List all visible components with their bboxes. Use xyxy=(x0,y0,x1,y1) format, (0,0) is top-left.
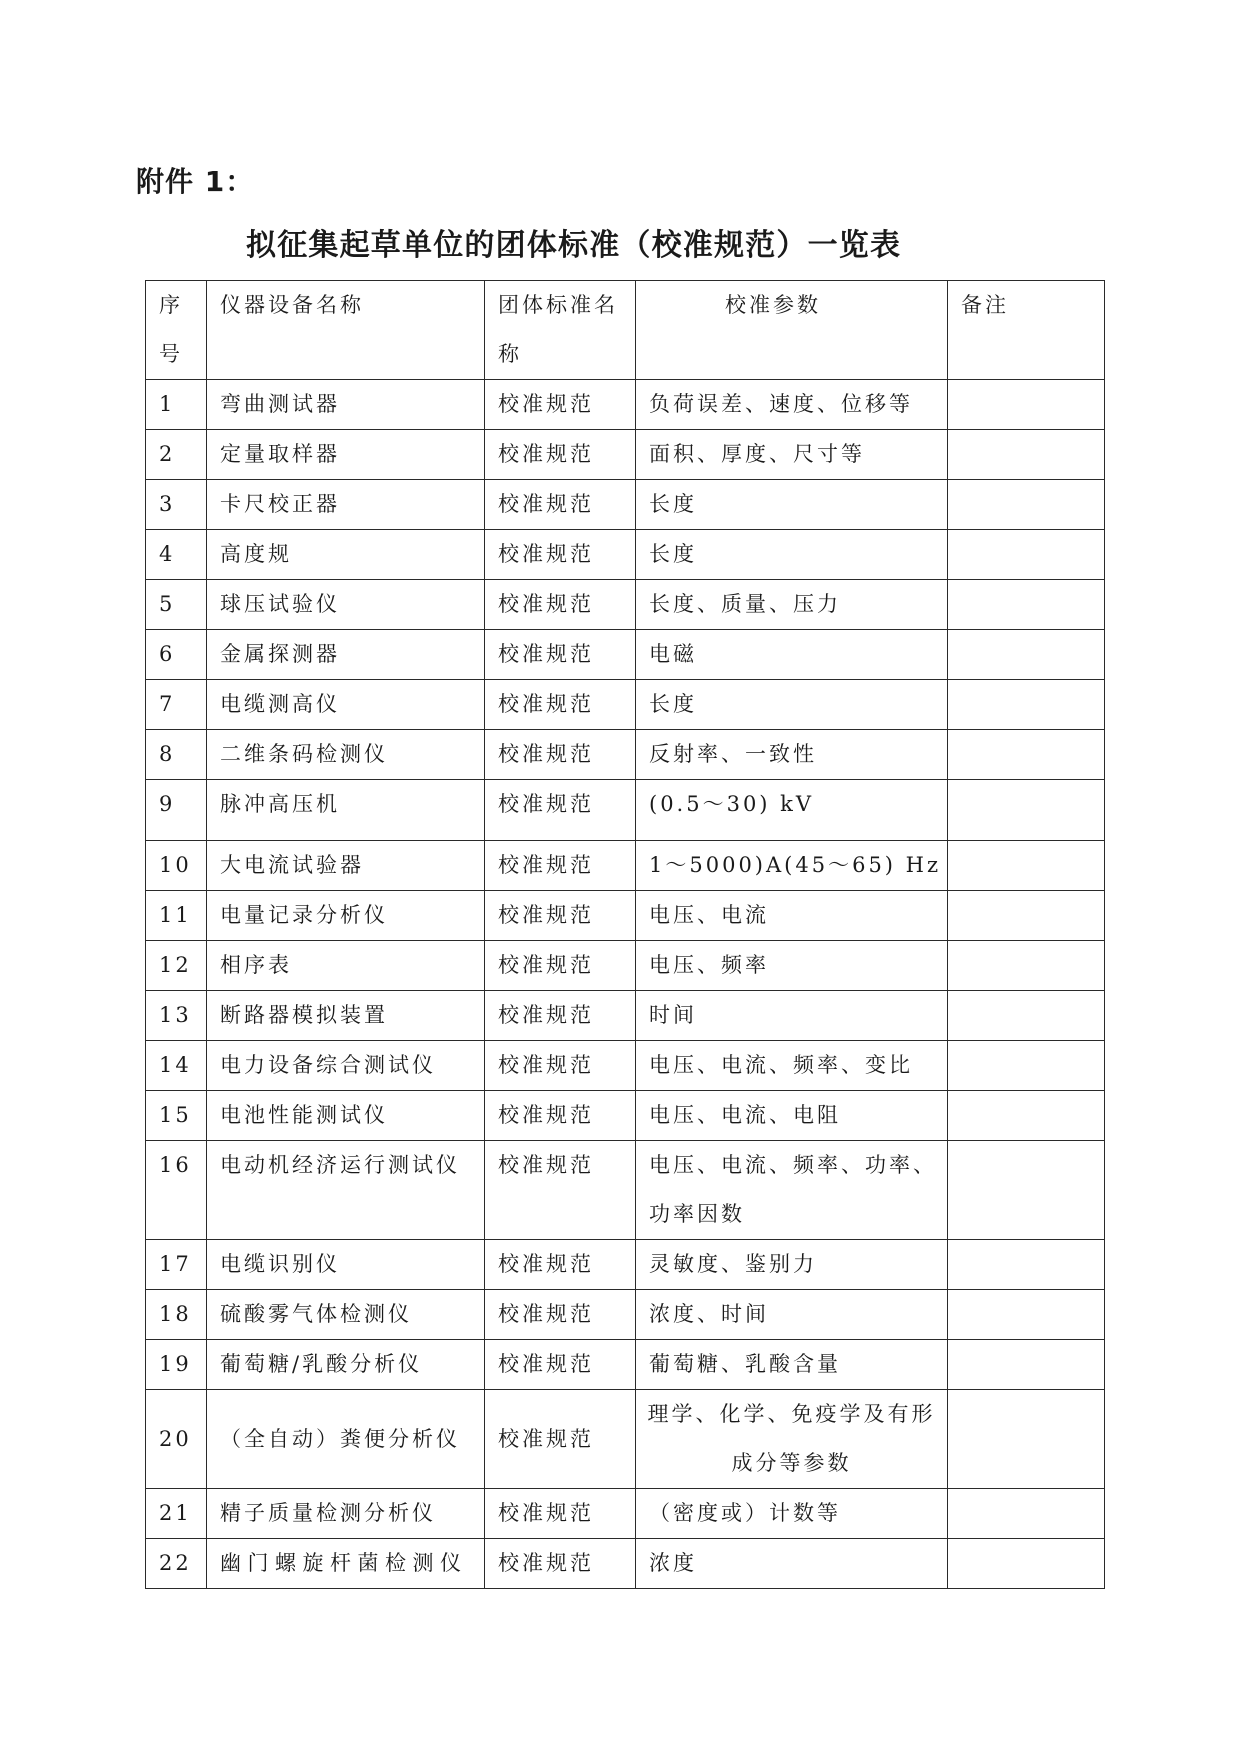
table-row xyxy=(146,1091,1105,1141)
cell-name: 弯曲测试器 xyxy=(207,380,485,430)
table-row xyxy=(146,1340,1105,1390)
cell-no: 17 xyxy=(146,1240,207,1290)
cell-name: 球压试验仪 xyxy=(207,580,485,630)
cell-name: 电量记录分析仪 xyxy=(207,891,485,941)
cell-remarks xyxy=(948,780,1105,841)
cell-standard: 校准规范 xyxy=(485,580,636,630)
cell-standard: 校准规范 xyxy=(485,1091,636,1141)
cell-remarks xyxy=(948,380,1105,430)
header-no xyxy=(146,281,207,380)
table-header-row xyxy=(146,281,1105,380)
cell-name: 相序表 xyxy=(207,941,485,991)
header-name: 仪器设备名称 xyxy=(207,281,485,380)
table-row xyxy=(146,630,1105,680)
cell-no: 1 xyxy=(146,380,207,430)
cell-no: 9 xyxy=(146,780,207,841)
cell-no: 11 xyxy=(146,891,207,941)
cell-params: 电压、频率 xyxy=(636,941,948,991)
cell-standard: 校准规范 xyxy=(485,841,636,891)
cell-standard: 校准规范 xyxy=(485,730,636,780)
cell-remarks xyxy=(948,730,1105,780)
cell-no: 10 xyxy=(146,841,207,891)
document-title: 拟征集起草单位的团体标准（校准规范）一览表 xyxy=(246,228,902,263)
cell-params-line: 功率因数 xyxy=(649,1202,745,1226)
cell-remarks xyxy=(948,680,1105,730)
header-standard-line: 团体标准名 xyxy=(498,293,618,317)
cell-standard: 校准规范 xyxy=(485,1390,636,1489)
cell-standard: 校准规范 xyxy=(485,480,636,530)
cell-params: 反射率、一致性 xyxy=(636,730,948,780)
cell-standard: 校准规范 xyxy=(485,1240,636,1290)
cell-params: 电压、电流、频率、变比 xyxy=(636,1041,948,1091)
table-body xyxy=(146,380,1105,1589)
cell-params: 灵敏度、鉴别力 xyxy=(636,1240,948,1290)
cell-name: 电缆识别仪 xyxy=(207,1240,485,1290)
cell-standard: 校准规范 xyxy=(485,1489,636,1539)
table-row xyxy=(146,730,1105,780)
cell-remarks xyxy=(948,1489,1105,1539)
cell-name: （全自动）粪便分析仪 xyxy=(207,1390,485,1489)
table-row xyxy=(146,891,1105,941)
cell-remarks xyxy=(948,630,1105,680)
cell-standard: 校准规范 xyxy=(485,941,636,991)
cell-no: 12 xyxy=(146,941,207,991)
cell-name: 电池性能测试仪 xyxy=(207,1091,485,1141)
cell-standard: 校准规范 xyxy=(485,1141,636,1240)
cell-remarks xyxy=(948,1290,1105,1340)
cell-no: 21 xyxy=(146,1489,207,1539)
table-row xyxy=(146,1240,1105,1290)
cell-remarks xyxy=(948,1091,1105,1141)
header-no-line: 号 xyxy=(159,342,183,366)
table-row xyxy=(146,1539,1105,1589)
cell-params xyxy=(636,1141,948,1240)
cell-name: 断路器模拟装置 xyxy=(207,991,485,1041)
cell-remarks xyxy=(948,1539,1105,1589)
table-row xyxy=(146,680,1105,730)
table-row xyxy=(146,991,1105,1041)
table-row xyxy=(146,1290,1105,1340)
cell-name: 电力设备综合测试仪 xyxy=(207,1041,485,1091)
cell-params: 时间 xyxy=(636,991,948,1041)
cell-name: 二维条码检测仪 xyxy=(207,730,485,780)
cell-standard: 校准规范 xyxy=(485,780,636,841)
table-row xyxy=(146,580,1105,630)
cell-no: 19 xyxy=(146,1340,207,1390)
cell-remarks xyxy=(948,891,1105,941)
cell-params: （密度或）计数等 xyxy=(636,1489,948,1539)
cell-name: 幽门螺旋杆菌检测仪 xyxy=(207,1539,485,1589)
cell-params-line: 电压、电流、频率、功率、 xyxy=(649,1153,937,1177)
cell-no: 7 xyxy=(146,680,207,730)
cell-no: 6 xyxy=(146,630,207,680)
cell-params: 电磁 xyxy=(636,630,948,680)
cell-remarks xyxy=(948,941,1105,991)
cell-remarks xyxy=(948,991,1105,1041)
cell-name: 大电流试验器 xyxy=(207,841,485,891)
cell-name: 脉冲高压机 xyxy=(207,780,485,841)
table-row xyxy=(146,780,1105,841)
cell-remarks xyxy=(948,1041,1105,1091)
cell-params: 长度 xyxy=(636,680,948,730)
cell-remarks xyxy=(948,1240,1105,1290)
cell-no: 5 xyxy=(146,580,207,630)
cell-standard: 校准规范 xyxy=(485,430,636,480)
cell-standard: 校准规范 xyxy=(485,380,636,430)
cell-no: 3 xyxy=(146,480,207,530)
cell-name: 硫酸雾气体检测仪 xyxy=(207,1290,485,1340)
cell-remarks xyxy=(948,1390,1105,1489)
cell-name: 电缆测高仪 xyxy=(207,680,485,730)
table-row xyxy=(146,1390,1105,1489)
cell-params: 电压、电流、电阻 xyxy=(636,1091,948,1141)
cell-params: (0.5～30) kV xyxy=(636,780,948,841)
header-remarks: 备注 xyxy=(948,281,1105,380)
table-row xyxy=(146,380,1105,430)
cell-remarks xyxy=(948,480,1105,530)
header-no-line: 序 xyxy=(159,293,183,317)
cell-no: 2 xyxy=(146,430,207,480)
cell-params: 负荷误差、速度、位移等 xyxy=(636,380,948,430)
cell-remarks xyxy=(948,1340,1105,1390)
cell-no: 18 xyxy=(146,1290,207,1340)
table-row xyxy=(146,1141,1105,1240)
table-head xyxy=(146,281,1105,380)
cell-params: 长度 xyxy=(636,480,948,530)
standards-table xyxy=(145,280,1105,1589)
cell-name: 精子质量检测分析仪 xyxy=(207,1489,485,1539)
cell-remarks xyxy=(948,580,1105,630)
cell-params: 电压、电流 xyxy=(636,891,948,941)
cell-no: 22 xyxy=(146,1539,207,1589)
cell-no: 8 xyxy=(146,730,207,780)
header-standard-line: 称 xyxy=(498,342,522,366)
cell-standard: 校准规范 xyxy=(485,530,636,580)
cell-name: 卡尺校正器 xyxy=(207,480,485,530)
cell-remarks xyxy=(948,530,1105,580)
attachment-label: 附件 1： xyxy=(136,165,255,198)
cell-no: 16 xyxy=(146,1141,207,1240)
cell-no: 14 xyxy=(146,1041,207,1091)
cell-no: 15 xyxy=(146,1091,207,1141)
cell-remarks xyxy=(948,841,1105,891)
cell-standard: 校准规范 xyxy=(485,1340,636,1390)
table-row xyxy=(146,1041,1105,1091)
cell-standard: 校准规范 xyxy=(485,891,636,941)
header-params: 校准参数 xyxy=(636,281,948,380)
cell-no: 20 xyxy=(146,1390,207,1489)
table-row xyxy=(146,530,1105,580)
cell-standard: 校准规范 xyxy=(485,680,636,730)
cell-params xyxy=(636,1390,948,1489)
table-row xyxy=(146,941,1105,991)
cell-params: 1～5000)A(45～65) Hz xyxy=(636,841,948,891)
cell-remarks xyxy=(948,430,1105,480)
cell-standard: 校准规范 xyxy=(485,630,636,680)
cell-params: 浓度、时间 xyxy=(636,1290,948,1340)
cell-standard: 校准规范 xyxy=(485,1290,636,1340)
cell-standard: 校准规范 xyxy=(485,1041,636,1091)
cell-no: 4 xyxy=(146,530,207,580)
cell-name: 高度规 xyxy=(207,530,485,580)
table-row xyxy=(146,480,1105,530)
header-standard xyxy=(485,281,636,380)
table-row xyxy=(146,841,1105,891)
cell-params-line: 成分等参数 xyxy=(731,1451,852,1475)
cell-standard: 校准规范 xyxy=(485,991,636,1041)
cell-params-line: 理学、化学、免疫学及有形 xyxy=(647,1402,936,1426)
cell-no: 13 xyxy=(146,991,207,1041)
cell-params: 长度 xyxy=(636,530,948,580)
table-row xyxy=(146,430,1105,480)
cell-params: 长度、质量、压力 xyxy=(636,580,948,630)
cell-params: 浓度 xyxy=(636,1539,948,1589)
cell-remarks xyxy=(948,1141,1105,1240)
cell-name: 定量取样器 xyxy=(207,430,485,480)
cell-standard: 校准规范 xyxy=(485,1539,636,1589)
cell-name: 金属探测器 xyxy=(207,630,485,680)
cell-params: 面积、厚度、尺寸等 xyxy=(636,430,948,480)
cell-params: 葡萄糖、乳酸含量 xyxy=(636,1340,948,1390)
cell-name: 电动机经济运行测试仪 xyxy=(207,1141,485,1240)
cell-name: 葡萄糖/乳酸分析仪 xyxy=(207,1340,485,1390)
table-row xyxy=(146,1489,1105,1539)
